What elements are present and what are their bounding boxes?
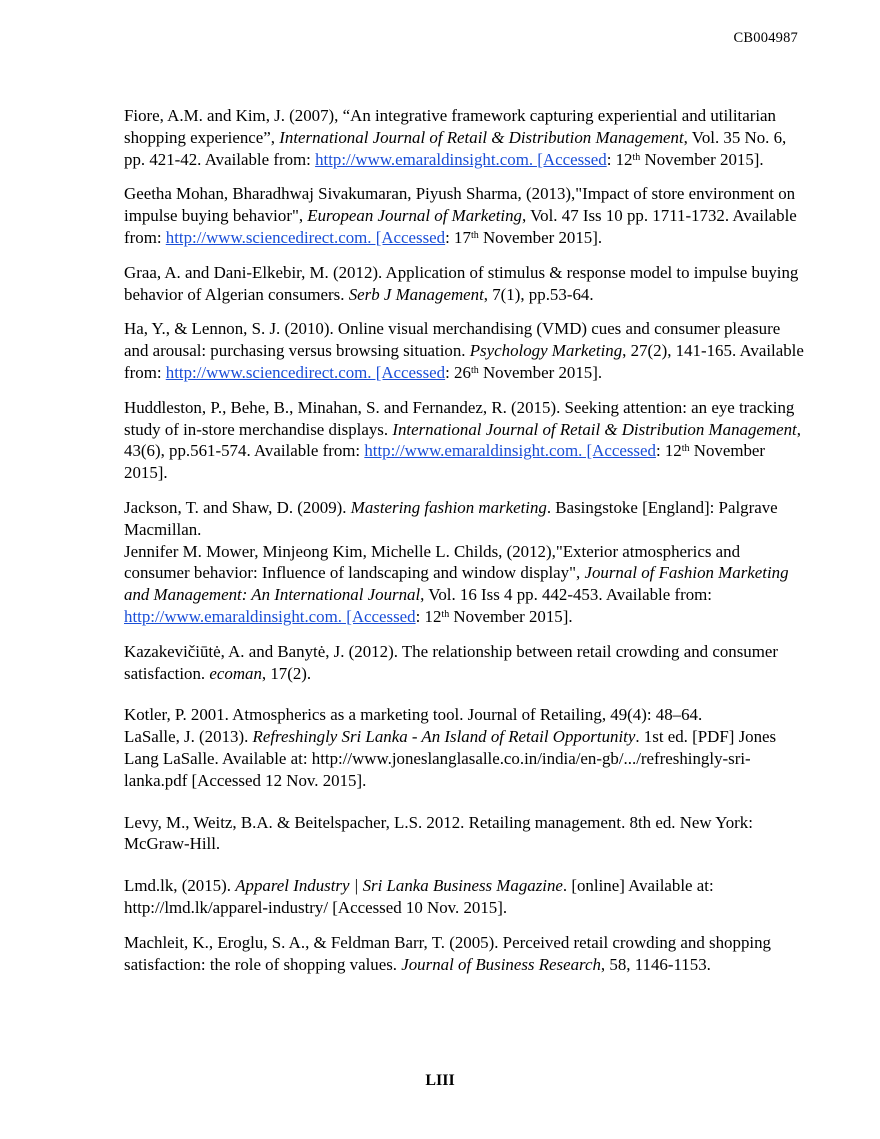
journal-title: International Journal of Retail & Distribution Management [392,419,797,439]
page-number: LIII [425,1072,455,1089]
journal-title: Journal of Business Research [401,954,601,974]
journal-title: Serb J Management [348,284,484,304]
reference-mower: Jennifer M. Mower, Minjeong Kim, Michelle L. Childs, (2012),"Exterior atmospherics and consumer behavior: Influence of landscaping and window display", Journal of Fashion Marketing and Management: An International Journal, Vol. 16 Iss 4 pp. 442-453. Available from: http://www.emaraldinsight.com. [Accessed: 12th November 2015]. [124,541,789,626]
web-page-title: Apparel Industry | Sri Lanka Business Magazine [235,876,563,896]
journal-title: European Journal of Marketing [307,206,522,226]
journal-title: Psychology Marketing [469,341,623,361]
reference-graa: Graa, A. and Dani-Elkebir, M. (2012). Application of stimulus & response model to impulse buying behavior of Algerian consumers. Serb J Management, 7(1), pp.53-64. [124,262,799,304]
reference-link[interactable]: http://www.emaraldinsight.com. [Accessed [124,606,416,626]
journal-title: ecoman [209,663,262,683]
reference-link[interactable]: http://www.sciencedirect.com. [Accessed [165,227,446,247]
reference-kazakeviciute: Kazakevičiūtė, A. and Banytė, J. (2012). The relationship between retail crowding and consumer satisfaction. ecoman, 17(2). [124,641,778,683]
reference-lmd: Lmd.lk, (2015). Apparel Industry | Sri Lanka Business Magazine. [online] Available at: http://lmd.lk/apparel-industry/ [Accessed 10 Nov. 2015]. [124,876,714,917]
reference-link[interactable]: http://www.emaraldinsight.com. [Accessed [364,441,656,461]
reference-huddleston: Huddleston, P., Behe, B., Minahan, S. and Fernandez, R. (2015). Seeking attention: an eye tracking study of in-store merchandise displays. International Journal of Retail & Distribution Management, 43(6), pp.561-574. Available from: http://www.emaraldinsight.com. [Accessed: 12th November 2015]. [124,397,801,483]
reference-link[interactable]: http://www.sciencedirect.com. [Accessed [165,362,446,382]
reference-fiore: Fiore, A.M. and Kim, J. (2007), “An integrative framework capturing experiential and utilitarian shopping experience”, International Journal of Retail & Distribution Management, Vol. 35 No. 6, pp. 421-42. Available from: http://www.emaraldinsight.com. [Accessed: 12th November 2015]. [124,106,787,169]
journal-title: Journal of Fashion Marketing and Management: An International Journal [124,563,789,605]
reference-machleit: Machleit, K., Eroglu, S. A., & Feldman Barr, T. (2005). Perceived retail crowding and shopping satisfaction: the role of shopping values. Journal of Business Research, 58, 1146-1153. [124,932,771,974]
journal-title: International Journal of Retail & Distribution Management [279,127,684,147]
document-id: CB004987 [733,30,798,46]
reference-lasalle: LaSalle, J. (2013). Refreshingly Sri Lanka - An Island of Retail Opportunity. 1st ed. [PDF] Jones Lang LaSalle. Available at: http://www.joneslanglasalle.co.in/india/en-gb/.../refreshingly-sri-lanka.pdf [Accessed 12 Nov. 2015]. [124,727,777,790]
report-title: Refreshingly Sri Lanka - An Island of Retail Opportunity [252,727,636,747]
reference-levy: Levy, M., Weitz, B.A. & Beitelspacher, L.S. 2012. Retailing management. 8th ed. New York: McGraw-Hill. [124,812,753,854]
reference-link[interactable]: http://www.emaraldinsight.com. [Accessed [315,149,607,169]
reference-list [124,105,804,988]
book-title: Mastering fashion marketing [350,497,547,517]
reference-geetha: Geetha Mohan, Bharadhwaj Sivakumaran, Piyush Sharma, (2013),"Impact of store environment on impulse buying behavior", European Journal of Marketing, Vol. 47 Iss 10 pp. 1711-1732. Available from: http://www.sciencedirect.com. [Accessed: 17th November 2015]. [124,184,797,247]
reference-kotler: Kotler, P. 2001. Atmospherics as a marketing tool. Journal of Retailing, 49(4): 48–64. [124,705,703,725]
reference-jackson: Jackson, T. and Shaw, D. (2009). Mastering fashion marketing. Basingstoke [England]: Palgrave Macmillan. [124,497,778,539]
reference-ha: Ha, Y., & Lennon, S. J. (2010). Online visual merchandising (VMD) cues and consumer pleasure and arousal: purchasing versus browsing situation. Psychology Marketing, 27(2), 141-165. Available from: http://www.sciencedirect.com. [Accessed: 26th November 2015]. [124,319,804,382]
